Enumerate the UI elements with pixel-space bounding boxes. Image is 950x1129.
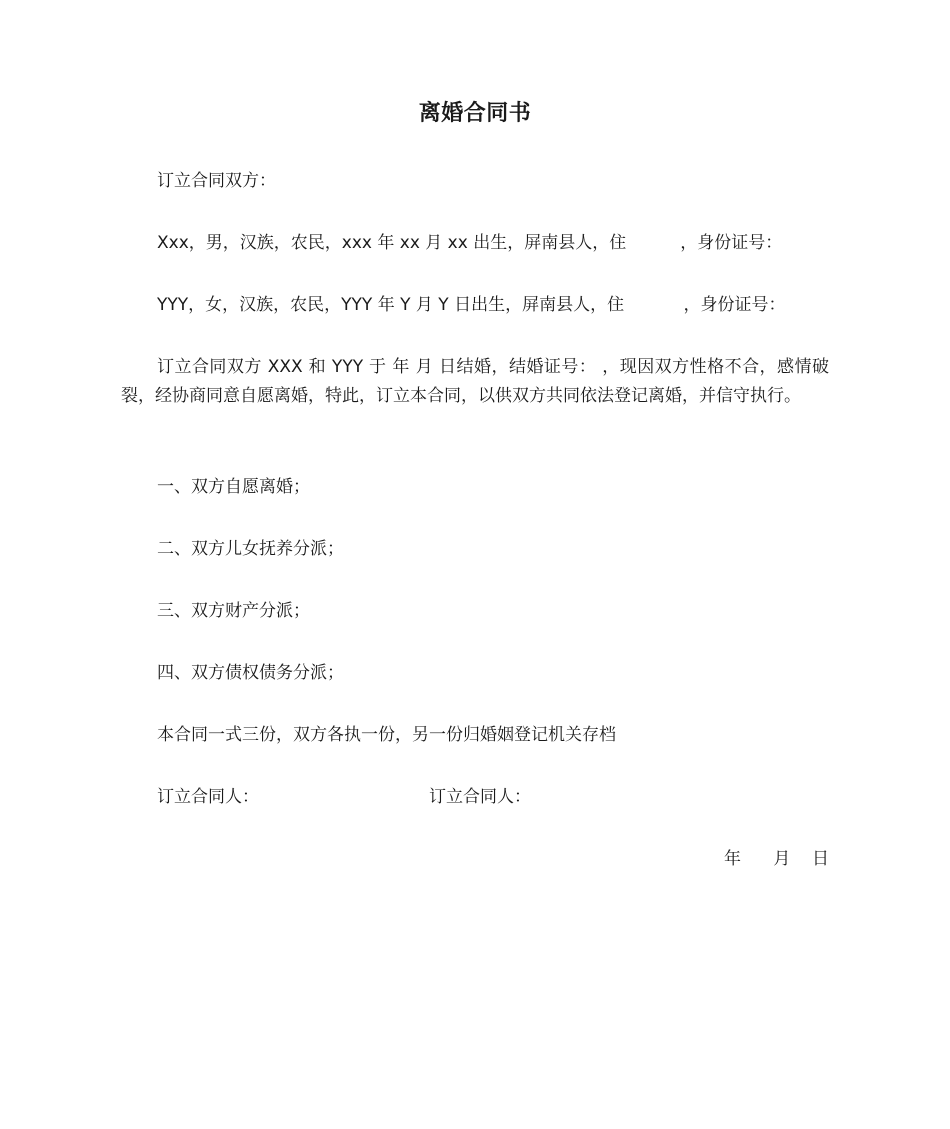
clause-3: 三、双方财产分派； [157,601,310,621]
party-female-info: YYY，女，汉族，农民，YYY 年 Y 月 Y 日出生，屏南县人，住 ，身份证号： [157,295,786,315]
clause-2: 二、双方儿女抚养分派； [157,539,344,559]
intro-paragraph: 订立合同双方 XXX 和 YYY 于 年 月 日结婚，结婚证号： ，现因双方性格不合，感情破裂，经协商同意自愿离婚，特此，订立本合同，以供双方共同依法登记离婚，并信守执行。 [121,357,829,406]
signatory-left: 订立合同人： [157,787,259,807]
clause-1: 一、双方自愿离婚； [157,477,310,497]
document-title: 离婚合同书 [418,101,532,126]
copies-note: 本合同一式三份，双方各执一份，另一份归婚姻登记机关存档 [157,725,616,745]
party-male-info: Xxx，男，汉族，农民，xxx 年 xx 月 xx 出生，屏南县人，住 ，身份证号： [157,233,783,253]
signatory-right: 订立合同人： [429,787,531,807]
date-line: 年 月 日 [723,849,829,869]
clause-4: 四、双方债权债务分派； [157,663,344,683]
parties-heading: 订立合同双方： [157,171,276,191]
